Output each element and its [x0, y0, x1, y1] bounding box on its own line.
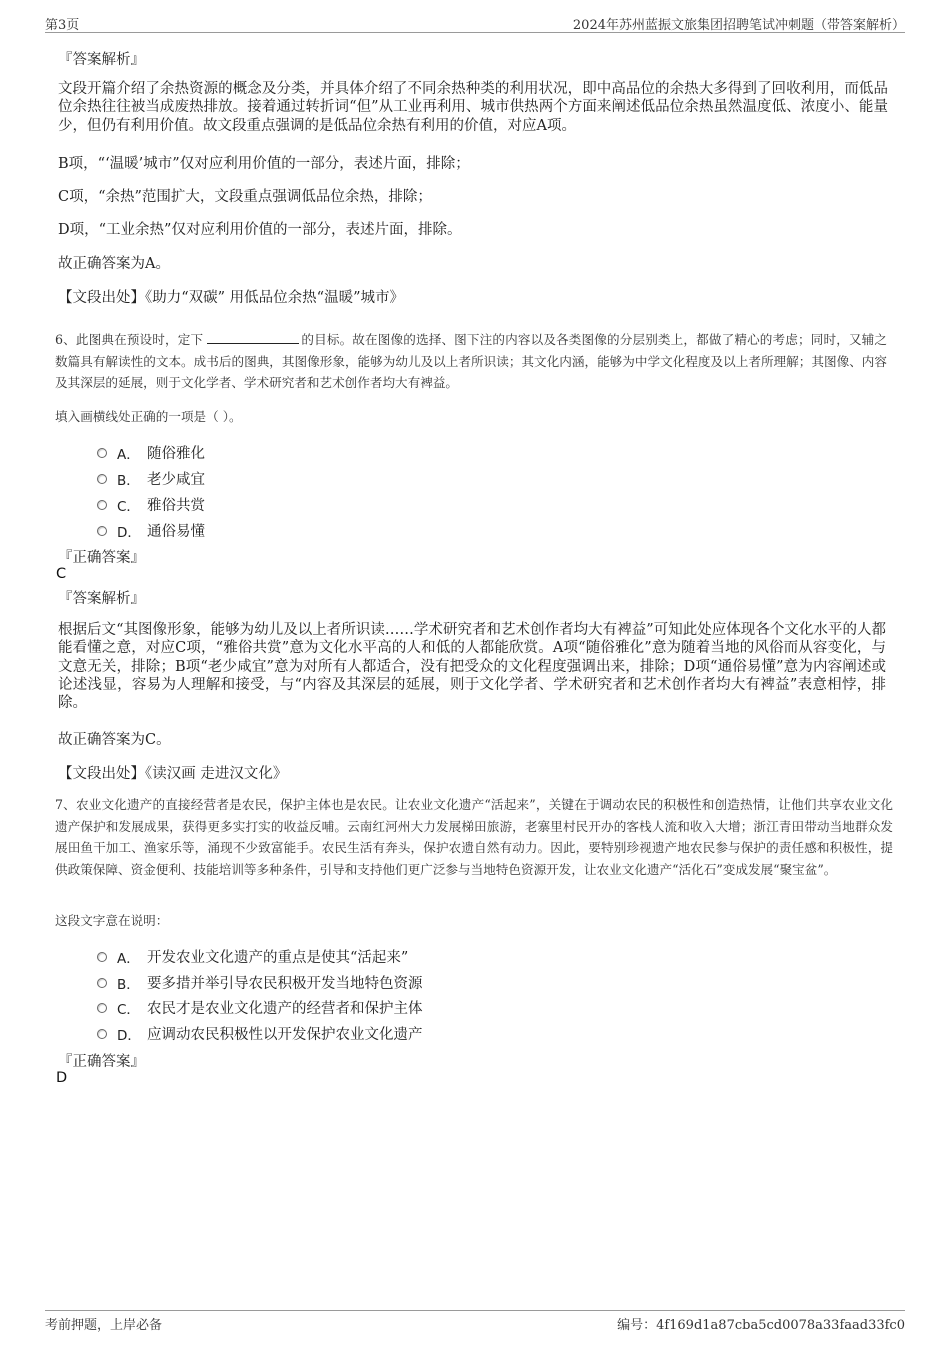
question-stem-part2: 的目标。故在图像的选择、图下注的内容以及各类图像的分层别类上，都做了精心的考虑；同时，又辅之数篇具有解读性的文本。成书后的图典，其图像形象，能够为幼儿及以上者所识读；其文化内涵，能够为中学文化程度及以上者所理解；其图像、内容及其深层的延展，则于文化学者、学术研究者和艺术创作者均大有裨益。: [55, 332, 888, 390]
option-a[interactable]: [97, 946, 408, 967]
question-stem-part1: 6、此图典在预设时，定下: [55, 332, 204, 347]
footer-slogan: 考前押题，上岸必备: [45, 1318, 163, 1333]
conclusion: 故正确答案为C。: [58, 732, 171, 748]
option-text: 应调动农民积极性以开发保护农业文化遗产: [147, 1027, 423, 1043]
analysis-text: 文段开篇介绍了余热资源的概念及分类，并具体介绍了不同余热种类的利用状况，即中高品位的余热大多得到了回收利用，而低品位余热往往被当成废热排放。接着通过转折词“但”从工业再利用、城市供热两个方面来阐述低品位余热虽然温度低、浓度小、能量少，但仍有利用价值。故文段重点强调的是低品位余热有利用的价值，对应A项。: [58, 81, 888, 134]
option-b[interactable]: [97, 972, 423, 993]
option-d[interactable]: [97, 520, 205, 541]
option-letter: D．: [117, 524, 141, 541]
analysis-text: 根据后文“其图像形象，能够为幼儿及以上者所识读……学术研究者和艺术创作者均大有裨益”可知此处应体现各个文化水平的人都能看懂之意，对应C项，“雅俗共赏”意为文化水平高的人和低的人都能欣赏。A项“随俗雅化”意为随着当地的风俗而从容变化，与文意无关，排除；B项“老少咸宜”意为对所有人都适合，没有把受众的文化程度强调出来，排除；D项“通俗易懂”意为内容阐述或论述浅显，容易为人理解和接受，与“内容及其深层的延展，则于文化学者、学术研究者和艺术创作者均大有裨益”表意相悖，排除。: [58, 622, 886, 712]
option-text: 通俗易懂: [147, 524, 205, 540]
header-divider: [45, 32, 905, 33]
radio-icon[interactable]: [97, 1003, 107, 1013]
option-text: 老少咸宜: [147, 472, 205, 488]
footer-divider: [45, 1310, 905, 1311]
option-a[interactable]: [97, 442, 205, 463]
correct-answer-value: C: [56, 566, 67, 582]
correct-answer-label: 『正确答案』: [58, 550, 145, 566]
radio-icon[interactable]: [97, 474, 107, 484]
option-text: 农民才是农业文化遗产的经营者和保护主体: [147, 1001, 423, 1017]
option-text: 开发农业文化遗产的重点是使其“活起来”: [147, 950, 409, 966]
option-letter: B．: [117, 472, 140, 489]
question-stem: [55, 329, 887, 394]
radio-icon[interactable]: [97, 952, 107, 962]
analysis-label: 『答案解析』: [58, 591, 145, 607]
radio-icon[interactable]: [97, 526, 107, 536]
correct-answer-value: D: [56, 1070, 68, 1086]
document-id: 编号：4f169d1a87cba5cd0078a33faad33fc0: [617, 1318, 905, 1333]
option-d[interactable]: [97, 1023, 423, 1044]
question-prompt: 填入画横线处正确的一项是（ ）。: [55, 409, 242, 424]
option-letter: A．: [117, 446, 140, 463]
option-letter: A．: [117, 950, 140, 967]
analysis-label: 『答案解析』: [58, 52, 145, 68]
radio-icon[interactable]: [97, 448, 107, 458]
option-letter: B．: [117, 976, 140, 993]
source-citation: 【文段出处】《助力“双碳” 用低品位余热“温暖”城市》: [58, 290, 405, 306]
option-c[interactable]: [97, 997, 423, 1018]
radio-icon[interactable]: [97, 978, 107, 988]
question-prompt: 这段文字意在说明：: [55, 913, 169, 928]
analysis-line-c: C项，“余热”范围扩大，文段重点强调低品位余热，排除；: [58, 189, 432, 205]
conclusion: 故正确答案为A。: [58, 256, 170, 272]
source-citation: 【文段出处】《读汉画 走进汉文化》: [58, 766, 288, 782]
option-c[interactable]: [97, 494, 205, 515]
page-number: 第3页: [45, 18, 80, 33]
option-text: 要多措并举引导农民积极开发当地特色资源: [147, 976, 423, 992]
option-text: 随俗雅化: [147, 446, 205, 462]
option-text: 雅俗共赏: [147, 498, 205, 514]
analysis-line-d: D项，“工业余热”仅对应利用价值的一部分，表述片面，排除。: [58, 222, 462, 238]
radio-icon[interactable]: [97, 1029, 107, 1039]
document-title: 2024年苏州蓝振文旅集团招聘笔试冲刺题（带答案解析）: [572, 18, 905, 33]
radio-icon[interactable]: [97, 500, 107, 510]
answer-blank: [207, 331, 299, 344]
option-b[interactable]: [97, 468, 205, 489]
question-stem: 7、农业文化遗产的直接经营者是农民，保护主体也是农民。让农业文化遗产“活起来”，关键在于调动农民的积极性和创造热情，让他们共享农业文化遗产保护和发展成果，获得更多实打实的收益反哺。云南红河州大力发展梯田旅游，老寨里村民开办的客栈人流和收入大增；浙江青田带动当地群众发展田鱼干加工、渔家乐等，涌现不少致富能手。农民生活有奔头，保护农遗自然有动力。因此，要特别珍视遗产地农民参与保护的责任感和积极性，提供政策保障、资金便利、技能培训等多种条件，引导和支持他们更广泛参与当地特色资源开发，让农业文化遗产“活化石”变成发展“聚宝盆”。: [55, 797, 893, 877]
option-letter: C．: [117, 498, 140, 515]
option-letter: C．: [117, 1001, 140, 1018]
analysis-line-b: B项，“‘温暖’城市”仅对应利用价值的一部分，表述片面，排除；: [58, 156, 470, 172]
correct-answer-label: 『正确答案』: [58, 1054, 145, 1070]
option-letter: D．: [117, 1027, 141, 1044]
